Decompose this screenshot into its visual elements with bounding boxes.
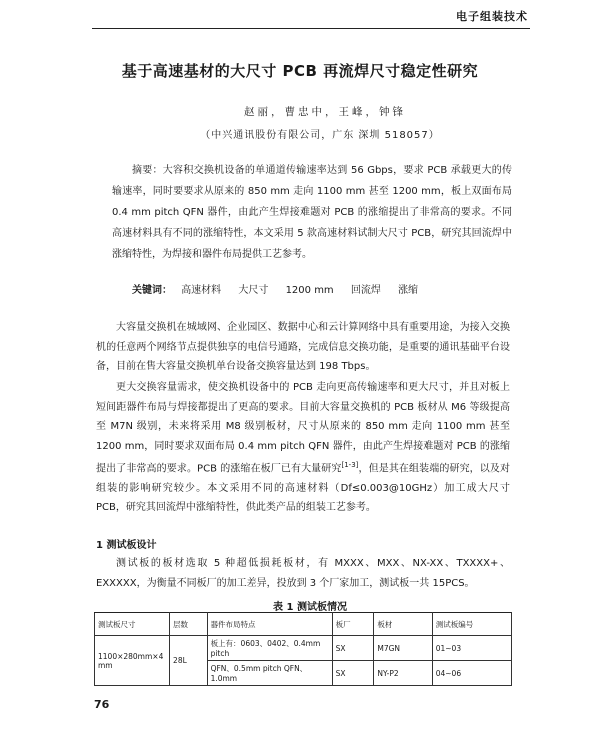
table-cell: 28L <box>170 636 208 686</box>
table-cell: NY-P2 <box>374 661 432 686</box>
paragraph-text: 更大交换容量需求，使交换机设备中的 PCB 走向更高传输速率和更大尺寸，并且对板上短间距器件布局与焊接都提出了更高的要求。目前大容量交换机的 PCB 板材从 M6 等级提高至 M7N 级别，未来将采用 M8 级别板材，尺寸从原来的 850 mm 走向 1100 mm 甚至 1200 mm，同时要求双面布局 0.4 mm pitch QFN 器件，由此产生焊接难题对 PCB 的涨缩提出了非常高的要求。PCB 的涨缩在板厂已有大量研究 <box>96 382 510 475</box>
table-cell: M7GN <box>374 636 432 661</box>
table-cell: 01~03 <box>432 636 511 661</box>
keyword: 大尺寸 <box>238 285 269 296</box>
intro-paragraph-1: 大容量交换机在城域网、企业园区、数据中心和云计算网络中具有重要用途，为接入交换机的任意两个网络节点提供独享的电信号通路，完成信息交换功能，是重要的通讯基础平台设备，目前在售大容量交换机单台设备交换容量达到 198 Tbps。 <box>96 322 510 372</box>
table-header-row <box>95 613 512 636</box>
table-header: 板厂 <box>332 613 374 636</box>
keywords-label: 关键词： <box>132 285 172 296</box>
table-header: 测试板编号 <box>432 613 511 636</box>
page-number: 76 <box>94 698 110 711</box>
header-rule <box>92 28 530 29</box>
authors: 赵丽，曹忠中，王峰，钟锋 <box>244 106 406 118</box>
keyword: 回流焊 <box>350 285 381 296</box>
table-caption: 表 1 测试板情况 <box>273 602 347 613</box>
table-cell: SX <box>332 636 374 661</box>
abstract <box>112 160 512 265</box>
paper-title: 基于高速基材的大尺寸 PCB 再流焊尺寸稳定性研究 <box>121 62 479 80</box>
citation-ref: [1-3] <box>341 461 359 469</box>
table-header: 器件布局特点 <box>207 613 332 636</box>
paragraph-text: ，但是其在组装端的研究，以及对组装的影响研究较少。本文采用不同的高速材料（Df≤0.003@10GHz）加工成大尺寸 PCB，研究其回流焊中涨缩特性，供此类产品的组装工艺参考。 <box>96 463 510 514</box>
table-header: 层数 <box>170 613 208 636</box>
table-cell: QFN、0.5mm pitch QFN、1.0mm <box>207 661 332 686</box>
abstract-text: 大容积交换机设备的单通道传输速率达到 56 Gbps，要求 PCB 承载更大的传输速率，同时要要求从原来的 850 mm 走向 1100 mm 甚至 1200 mm，板上双面布局 0.4 mm pitch QFN 器件，由此产生焊接难题对 PCB 的涨缩提出了非常高的要求。不同高速材料具有不同的涨缩特性，本文采用 5 款高速材料试制大尺寸 PCB，研究其回流焊中涨缩特性，为焊接和器件布局提供工艺参考。 <box>112 165 512 260</box>
keywords <box>112 282 512 300</box>
test-board-table <box>94 612 512 686</box>
table-header: 板材 <box>374 613 432 636</box>
intro-paragraph-2 <box>96 378 510 518</box>
table-cell: 04~06 <box>432 661 511 686</box>
keyword: 1200 mm <box>285 285 334 296</box>
abstract-label: 摘要： <box>132 165 163 176</box>
journal-tag: 电子组装技术 <box>456 10 528 23</box>
section-paragraph: 测试板的板材选取 5 种超低损耗板材，有 MXXX、MXX、NX-XX、TXXXX+、EXXXXX，为衡量不同板厂的加工差异，投放到 3 个厂家加工，测试板一共 15PCS。 <box>96 558 510 589</box>
keyword: 高速材料 <box>181 285 222 296</box>
table-cell: 1100×280mm×4 mm <box>95 636 170 686</box>
section-heading: 1 测试板设计 <box>96 540 157 551</box>
table-row <box>95 636 512 661</box>
keyword: 涨缩 <box>398 285 419 296</box>
table-header: 测试板尺寸 <box>95 613 170 636</box>
table-cell: 板上有：0603、0402、0.4mm pitch <box>207 636 332 661</box>
table-cell: SX <box>332 661 374 686</box>
affiliation: （中兴通讯股份有限公司，广东 深圳 518057） <box>200 130 440 141</box>
